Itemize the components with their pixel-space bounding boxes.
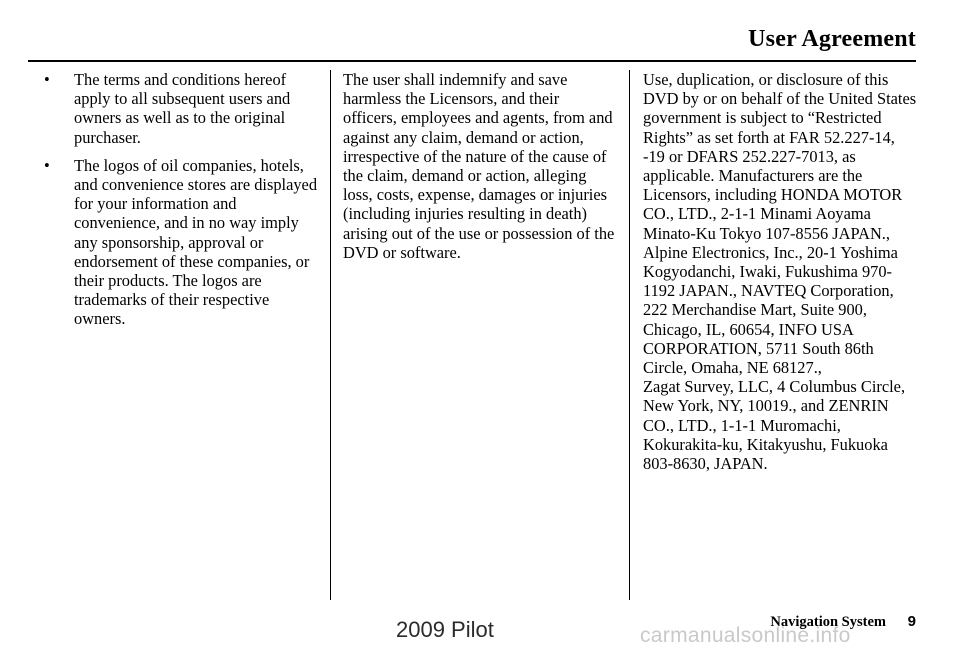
watermark-model: 2009 Pilot (396, 617, 494, 642)
bullet-icon: • (44, 70, 50, 89)
bullet-list (44, 70, 324, 329)
bullet-item (44, 156, 324, 329)
column-2 (343, 70, 615, 262)
column-3 (643, 70, 919, 473)
column-divider (330, 70, 331, 600)
watermark-site: carmanualsonline.info (640, 624, 851, 647)
footer-section-label: Navigation System (770, 614, 886, 630)
header-rule (28, 60, 916, 62)
column-1 (44, 70, 324, 338)
bullet-icon: • (44, 155, 50, 175)
column-divider (629, 70, 630, 600)
page-number: 9 (907, 613, 916, 630)
restricted-rights-paragraph: Use, duplication, or disclosure of this DVD by or on behalf of the United States government is subject to “Restricted Rights” as set forth at FAR 52.227-14, -19 or DFARS 252.227-7013, as applicable. Manufacturers are the Licensors, including HONDA MOTOR CO., LTD., 2-1-1 Minami Aoyama Minato-Ku Tokyo 107-8556 JAPAN., Alpine Electronics, Inc., 20-1 Yoshima Kogyodanchi, Iwaki, Fukushima 970-1192 JAPAN., NAVTEQ Corporation, 222 Merchandise Mart, Suite 900, Chicago, IL, 60654, INFO USA CORPORATION, 5711 South 86th Circle, Omaha, NE 68127., Zagat Survey, LLC, 4 Columbus Circle, New York, NY, 10019., and ZENRIN CO., LTD., 1-1-1 Muromachi, Kokurakita-ku, Kitakyushu, Fukuoka 803-8630, JAPAN. (643, 70, 917, 474)
bullet-text: The logos of oil companies, hotels, and convenience stores are displayed for your information and convenience, and in no way imply any sponsorship, approval or endorsement of these companies, or their products. The logos are trademarks of their respective owners. (74, 155, 318, 329)
bullet-text: The terms and conditions hereof apply to all subsequent users and owners as well as to the original purchaser. (74, 70, 291, 147)
bullet-item (44, 70, 324, 147)
page-title: User Agreement (748, 26, 916, 52)
indemnity-paragraph: The user shall indemnify and save harmless the Licensors, and their officers, employees and agents, from and against any claim, demand or action, irrespective of the nature of the cause of the claim, demand or action, alleging loss, costs, expense, damages or injuries (including injuries resulting in death) arising out of the use or possession of the DVD or software. (343, 70, 615, 262)
